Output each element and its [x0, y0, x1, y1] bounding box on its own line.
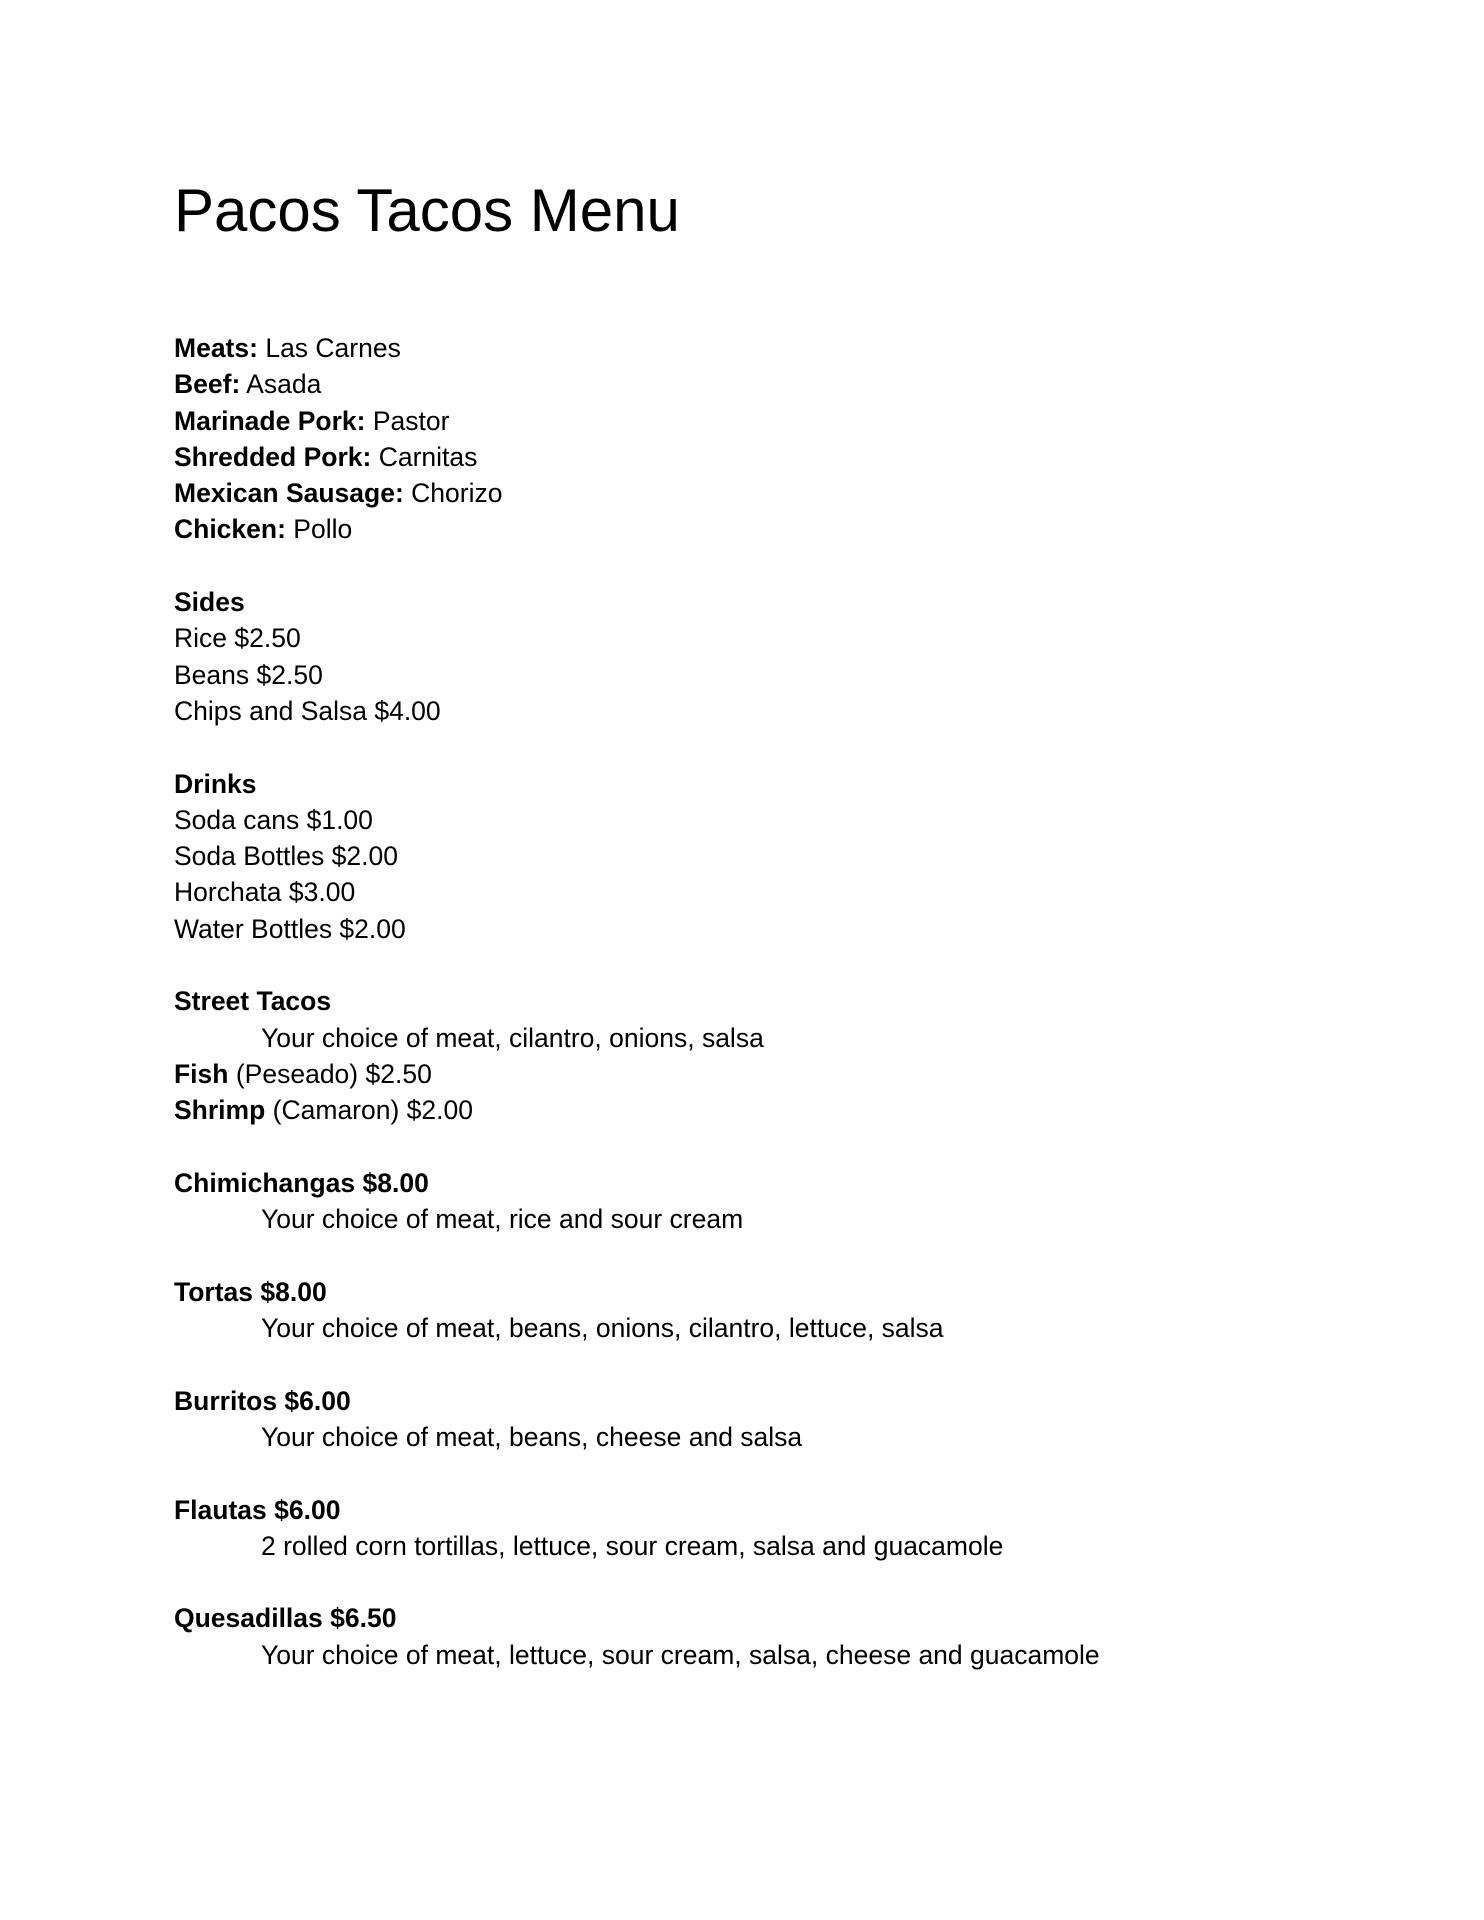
menu-item: Chips and Salsa $4.00 [174, 695, 441, 726]
page-title: Pacos Tacos Menu [174, 177, 680, 244]
taco-extra-row [174, 1056, 1100, 1092]
meat-row [174, 330, 1100, 366]
menu-item: Beans $2.50 [174, 659, 323, 690]
meat-label: Chicken: [174, 514, 286, 545]
meat-value: Pollo [293, 514, 353, 545]
entree-heading: Flautas $6.00 [174, 1494, 341, 1525]
meat-row [174, 439, 1100, 475]
menu-item: Water Bottles $2.00 [174, 913, 406, 944]
item-description: Your choice of meat, rice and sour cream [261, 1204, 744, 1235]
meat-label: Shredded Pork: [174, 441, 372, 472]
item-description: Your choice of meat, beans, onions, cilantro, lettuce, salsa [261, 1313, 944, 1344]
entree-section [174, 1600, 1100, 1673]
entree-section [174, 1165, 1100, 1238]
taco-extra-row [174, 1092, 1100, 1128]
meat-row [174, 403, 1100, 439]
section-heading: Sides [174, 587, 245, 618]
entree-heading: Chimichangas $8.00 [174, 1167, 429, 1198]
meat-row [174, 511, 1100, 547]
meat-label: Mexican Sausage: [174, 478, 404, 509]
menu-body [174, 330, 1100, 1673]
spacer [174, 1455, 1100, 1491]
menu-item: Horchata $3.00 [174, 877, 356, 908]
meats-section [174, 330, 1100, 548]
meat-value: Chorizo [411, 478, 503, 509]
entree-heading: Quesadillas $6.50 [174, 1603, 397, 1634]
spacer [174, 1346, 1100, 1382]
item-description: Your choice of meat, beans, cheese and salsa [261, 1421, 803, 1452]
entree-section [174, 1274, 1100, 1347]
street-tacos-section [174, 983, 1100, 1128]
item-description: Your choice of meat, lettuce, sour cream, salsa, cheese and guacamole [261, 1639, 1100, 1670]
meat-value: Pastor [372, 405, 450, 436]
meat-row [174, 475, 1100, 511]
entree-heading: Tortas $8.00 [174, 1276, 327, 1307]
meat-label: Meats: [174, 333, 258, 363]
section-heading: Street Tacos [174, 986, 332, 1017]
spacer [174, 548, 1100, 584]
taco-extra-detail: (Peseado) $2.50 [235, 1058, 432, 1089]
meat-label: Beef: [174, 369, 241, 400]
meat-label: Marinade Pork: [174, 405, 366, 436]
taco-extra-name: Fish [174, 1058, 229, 1089]
item-description: Your choice of meat, cilantro, onions, salsa [261, 1022, 764, 1053]
spacer [174, 1564, 1100, 1600]
meat-row [174, 366, 1100, 402]
taco-extra-name: Shrimp [174, 1095, 266, 1126]
sides-section [174, 584, 1100, 729]
meat-value: Asada [246, 369, 322, 400]
menu-item: Rice $2.50 [174, 623, 301, 654]
taco-extra-detail: (Camaron) $2.00 [272, 1095, 473, 1126]
spacer [174, 1237, 1100, 1273]
menu-item: Soda Bottles $2.00 [174, 841, 398, 872]
menu-item: Soda cans $1.00 [174, 804, 373, 835]
spacer [174, 1129, 1100, 1165]
drinks-section [174, 766, 1100, 947]
item-description: 2 rolled corn tortillas, lettuce, sour cream, salsa and guacamole [261, 1530, 1004, 1561]
entree-heading: Burritos $6.00 [174, 1385, 351, 1416]
spacer [174, 729, 1100, 765]
entree-section [174, 1492, 1100, 1565]
meat-value: Las Carnes [265, 333, 401, 363]
section-heading: Drinks [174, 768, 257, 799]
spacer [174, 947, 1100, 983]
entree-section [174, 1383, 1100, 1456]
meat-value: Carnitas [378, 441, 478, 472]
